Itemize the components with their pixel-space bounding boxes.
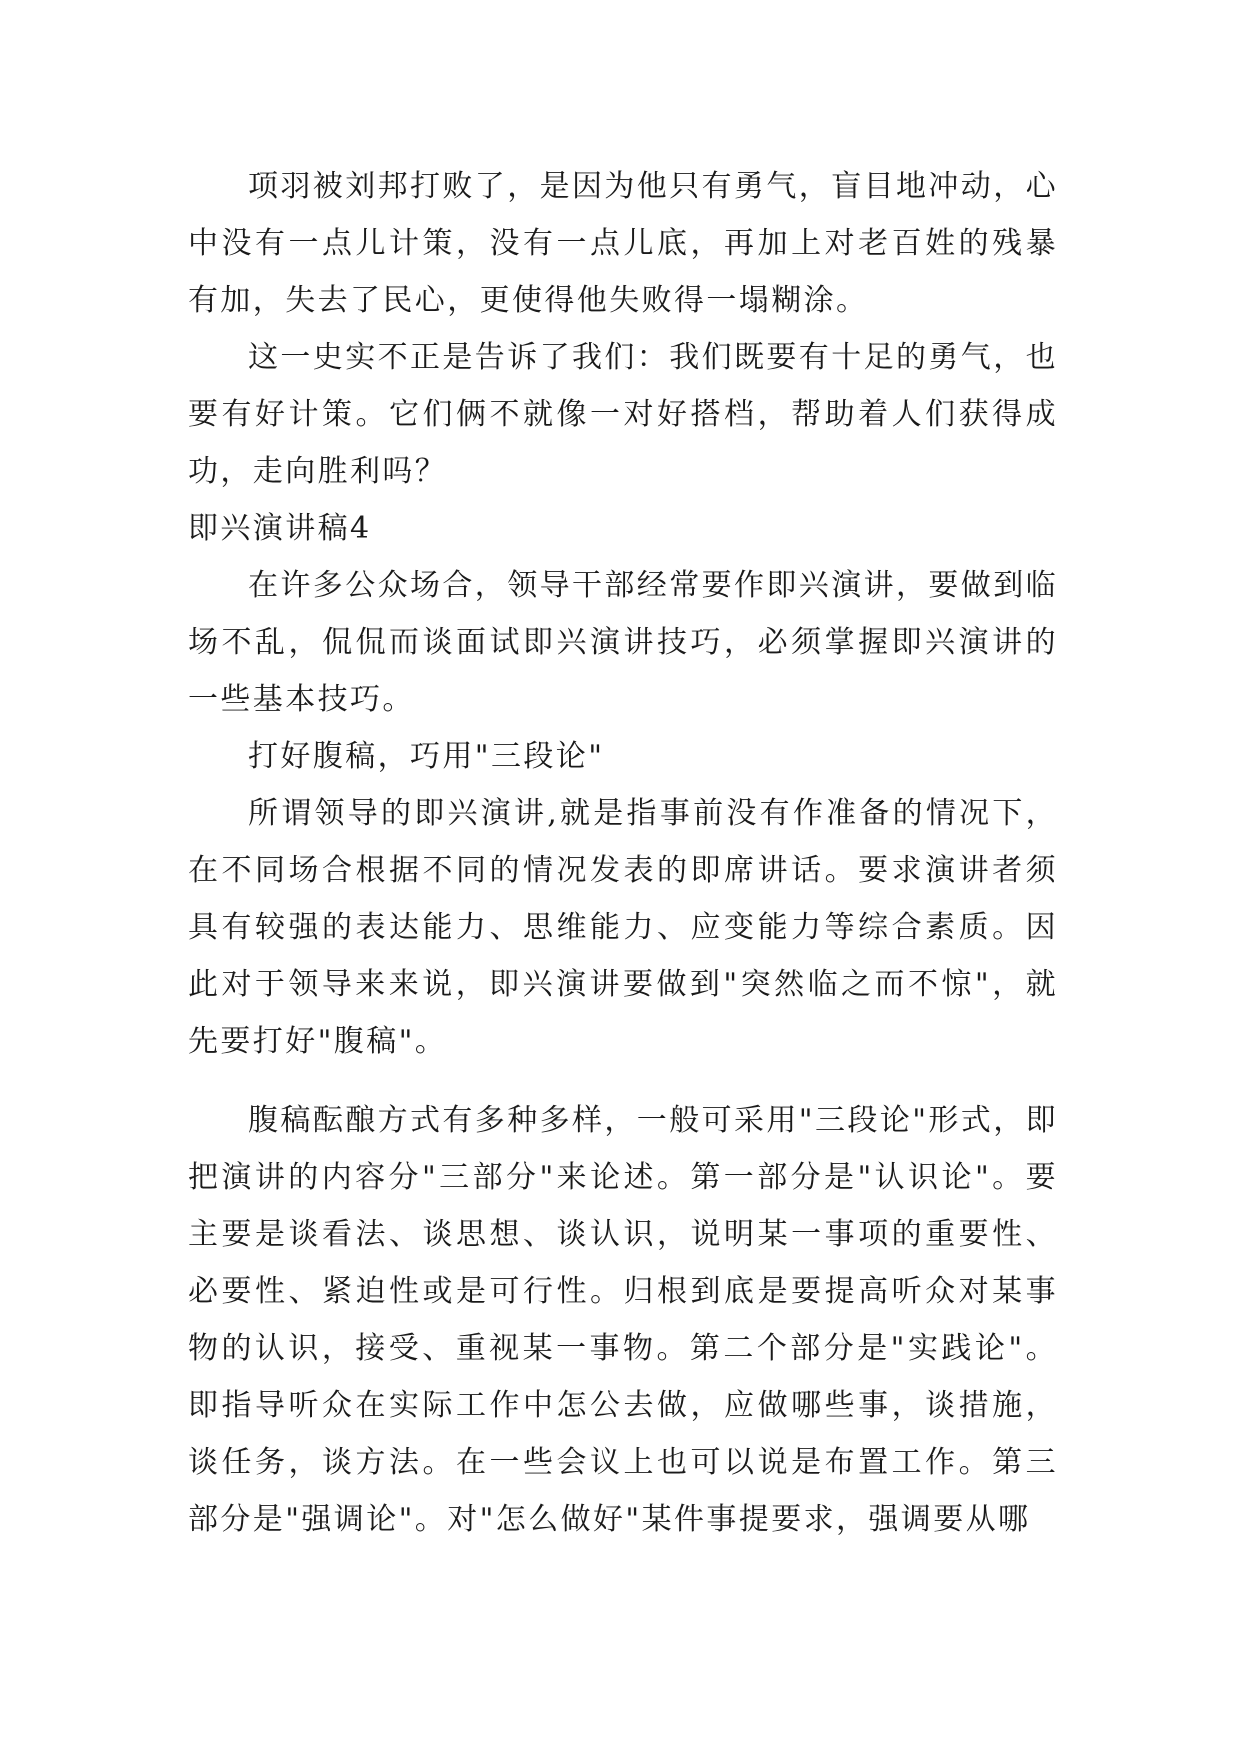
paragraph-subheading-draft: 打好腹稿，巧用"三段论" (248, 739, 605, 774)
paragraph-xiangyu-defeat: 项羽被刘邦打败了，是因为他只有勇气，盲目地冲动，心中没有一点儿计策，没有一点儿底，再加上对老百姓的残暴有加，失去了民心，更使得他失败得一塌糊涂。 (188, 169, 1058, 318)
paragraph-definition: 所谓领导的即兴演讲,就是指事前没有作准备的情况下，在不同场合根据不同的情况发表的即席讲话。要求演讲者须具有较强的表达能力、思维能力、应变能力等综合素质。因此对于领导来来说，即兴演讲要做到"突然临之而不惊"，就先要打好"腹稿"。 (188, 796, 1058, 1059)
paragraph-three-part-method: 腹稿酝酿方式有多种多样，一般可采用"三段论"形式，即把演讲的内容分"三部分"来论述。第一部分是"认识论"。要主要是谈看法、谈思想、谈认识，说明某一事项的重要性、必要性、紧迫性或是可行性。归根到底是要提高听众对某事物的认识，接受、重视某一事物。第二个部分是"实践论"。即指导听众在实际工作中怎公去做，应做哪些事，谈措施，谈任务，谈方法。在一些会议上也可以说是布置工作。第三部分是"强调论"。对"怎么做好"某件事提要求，强调要从哪 (188, 1103, 1058, 1537)
paragraph-intro-speech-skills: 在许多公众场合，领导干部经常要作即兴演讲，要做到临场不乱，侃侃而谈面试即兴演讲技巧，必须掌握即兴演讲的一些基本技巧。 (188, 568, 1058, 717)
document-body (188, 158, 1058, 1548)
section-heading: 即兴演讲稿4 (188, 511, 372, 546)
paragraph-history-lesson: 这一史实不正是告诉了我们：我们既要有十足的勇气，也要有好计策。它们俩不就像一对好搭档，帮助着人们获得成功，走向胜利吗？ (188, 340, 1058, 489)
